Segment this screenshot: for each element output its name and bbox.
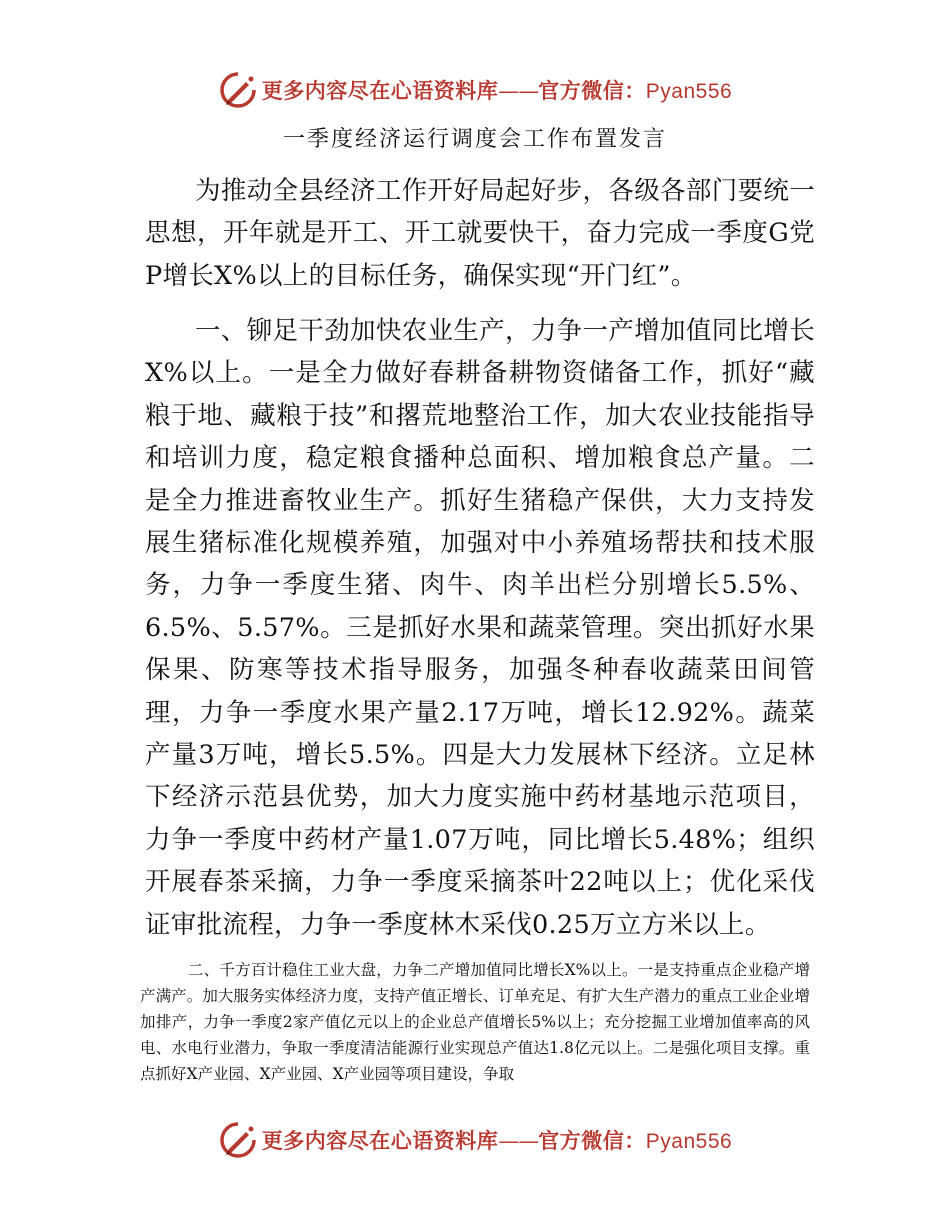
paragraph-agriculture: 一、铆足干劲加快农业生产，力争一产增加值同比增长X%以上。一是全力做好春耕备耕物资储备工作，抓好“藏粮于地、藏粮于技”和撂荒地整治工作，加大农业技能指导和培训力度，稳定粮食播种总面积、增加粮食总产量。二是全力推进畜牧业生产。抓好生猪稳产保供，大力支持发展生猪标准化规模养殖，加强对中小养殖场帮扶和技术服务，力争一季度生猪、肉牛、肉羊出栏分别增长5.5%、6.5%、5.57%。三是抓好水果和蔬菜管理。突出抓好水果保果、防寒等技术指导服务，加强冬种春收蔬菜田间管理，力争一季度水果产量2.17万吨，增长12.92%。蔬菜产量3万吨，增长5.5%。四是大力发展林下经济。立足林下经济示范县优势，加大力度实施中药材基地示范项目，力争一季度中药材产量1.07万吨，同比增长5.48%；组织开展春茶采摘，力争一季度采摘茶叶22吨以上；优化采伐证审批流程，力争一季度林木采伐0.25万立方米以上。 [145, 316, 815, 940]
header-banner [0, 68, 950, 112]
document-title: 一季度经济运行调度会工作布置发言 [282, 127, 667, 152]
footer-banner [0, 1118, 950, 1162]
banner-text: 更多内容尽在心语资料库——官方微信：Pyan556 [261, 1129, 733, 1153]
banner-text: 更多内容尽在心语资料库——官方微信：Pyan556 [261, 79, 733, 103]
paragraph-industry: 二、千方百计稳住工业大盘，力争二产增加值同比增长X%以上。一是支持重点企业稳产增产满产。加大服务实体经济力度，支持产值正增长、订单充足、有扩大生产潜力的重点工业企业增加排产，力争一季度2家产值亿元以上的企业总产值增长5%以上；充分挖掘工业增加值率高的风电、水电行业潜力，争取一季度清洁能源行业实现总产值达1.8亿元以上。二是强化项目支撑。重点抓好X产业园、X产业园、X产业园等项目建设，争取 [140, 961, 810, 1084]
paragraph-intro: 为推动全县经济工作开好局起好步，各级各部门要统一思想，开年就是开工、开工就要快干，奋力完成一季度G党P增长X%以上的目标任务，确保实现“开门红”。 [145, 176, 815, 291]
pen-logo-icon [218, 1120, 258, 1160]
pen-logo-icon [218, 70, 258, 110]
